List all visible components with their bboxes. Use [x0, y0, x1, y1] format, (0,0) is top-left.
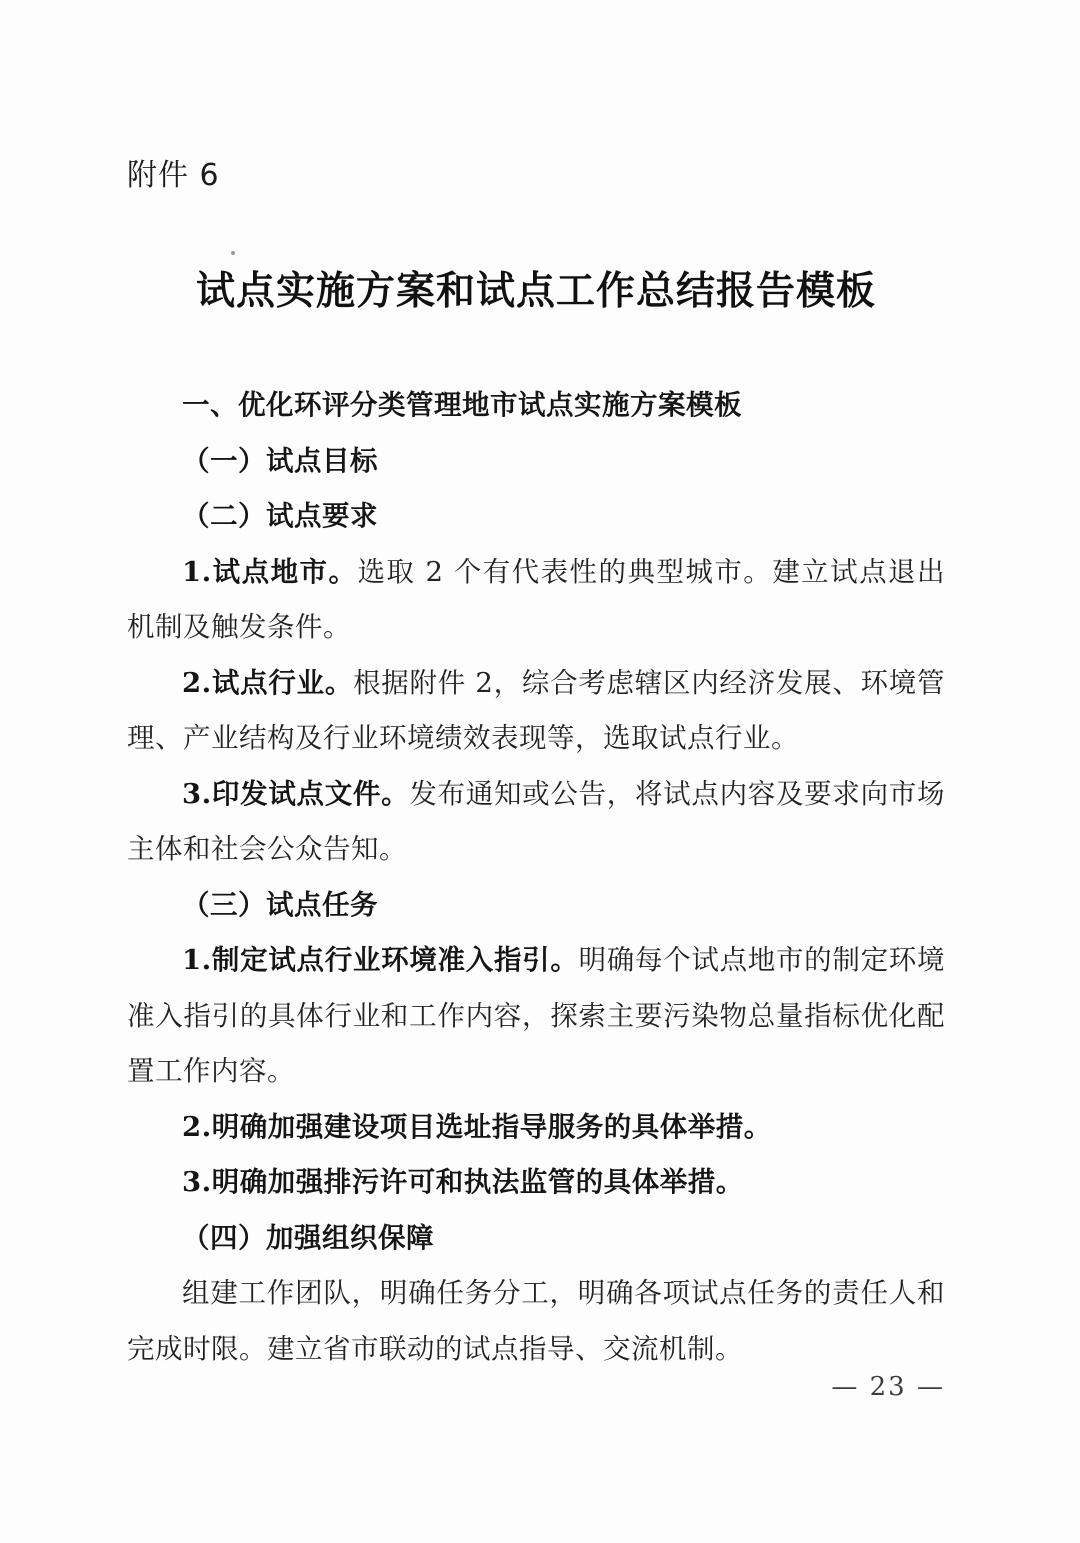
paragraph-site-selection — [127, 1100, 945, 1156]
paragraph-access-guidelines — [127, 933, 945, 1100]
document-title: 试点实施方案和试点工作总结报告模板 — [195, 268, 876, 314]
paragraph-issue-documents-lead: 3.印发试点文件。 — [182, 777, 410, 810]
paragraph-pilot-cities-lead: 1.试点地市。 — [182, 555, 358, 588]
paragraph-pilot-cities — [127, 545, 945, 656]
attachment-label: 附件 6 — [127, 158, 220, 193]
paragraph-access-guidelines-lead: 1.制定试点行业环境准入指引。 — [182, 944, 579, 976]
paragraph-pilot-industries-text: 根据附件 2，综合考虑辖区内经济发展、环境管理、产业结构及行业环境绩效表现等，选取试点行业。 — [127, 666, 945, 754]
paragraph-team-building — [127, 1266, 945, 1377]
paragraph-site-selection-lead: 2.明确加强建设项目选址指导服务的具体举措。 — [182, 1110, 772, 1143]
paragraph-permit-enforcement-lead: 3.明确加强排污许可和执法监管的具体举措。 — [182, 1166, 744, 1198]
subsection-3-tasks-heading: （三）试点任务 — [182, 888, 378, 921]
page-number: — 23 — — [831, 1372, 945, 1402]
paragraph-pilot-industries — [127, 656, 945, 767]
subsection-4-organization-heading: （四）加强组织保障 — [182, 1221, 434, 1254]
paragraph-issue-documents — [127, 767, 945, 878]
subsection-2-requirements-heading: （二）试点要求 — [182, 500, 378, 532]
scan-artifact-dot — [231, 251, 235, 255]
paragraph-issue-documents-text: 发布通知或公告，将试点内容及要求向市场主体和社会公众告知。 — [127, 777, 945, 865]
paragraph-permit-enforcement — [127, 1155, 945, 1211]
subsection-1-goal-heading: （一）试点目标 — [182, 444, 378, 477]
paragraph-team-building-text: 组建工作团队，明确任务分工，明确各项试点任务的责任人和完成时限。建立省市联动的试点指导、交流机制。 — [127, 1277, 945, 1365]
paragraph-pilot-industries-lead: 2.试点行业。 — [182, 666, 354, 699]
paragraph-access-guidelines-text: 明确每个试点地市的制定环境准入指引的具体行业和工作内容，探索主要污染物总量指标优化配置工作内容。 — [127, 944, 945, 1087]
paragraph-pilot-cities-text: 选取 2 个有代表性的典型城市。建立试点退出机制及触发条件。 — [127, 555, 945, 643]
document-body — [127, 378, 945, 1377]
section-1-heading: 一、优化环评分类管理地市试点实施方案模板 — [182, 389, 742, 421]
